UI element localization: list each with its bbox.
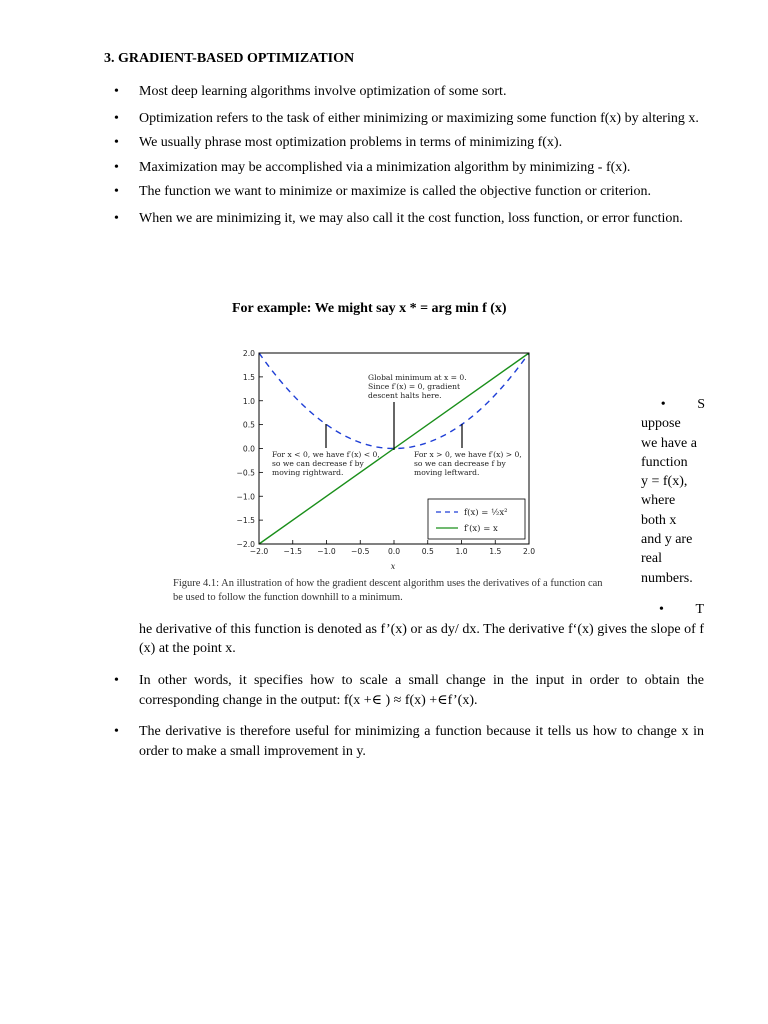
- side-text-line: real: [641, 551, 662, 567]
- annotation-left-2: so we can decrease f by: [272, 459, 364, 468]
- side-text-line: S: [697, 397, 705, 412]
- list-item: • We usually phrase most optimization problems in terms of minimizing f(x).: [112, 133, 704, 153]
- legend-label-2: f′(x) = x: [464, 524, 498, 534]
- list-item: • Most deep learning algorithms involve optimization of some sort.: [112, 82, 704, 102]
- y-tick-label: 2.0: [242, 349, 255, 358]
- y-tick-label: −1.0: [236, 492, 255, 502]
- list-item: • The derivative is therefore useful for minimizing a function because it tells us how to change x in order to make a small improvement in y.: [112, 722, 704, 761]
- list-item: • Maximization may be accomplished via a minimization algorithm by minimizing - f(x).: [112, 158, 704, 178]
- side-bullet-line: • S: [660, 397, 705, 412]
- x-tick-label: 0.0: [387, 547, 401, 556]
- y-tick-label: −1.5: [236, 516, 255, 526]
- x-tick-label: −2.0: [249, 547, 269, 556]
- x-tick-label: 0.5: [421, 547, 434, 556]
- side-text-line: numbers.: [641, 570, 693, 586]
- annotation-right-2: so we can decrease f by: [414, 459, 506, 468]
- figure-caption: Figure 4.1: An illustration of how the gradient descent algorithm uses the derivatives of a function can be used to follow the function downhill to a minimum.: [173, 578, 603, 603]
- side-text-line: y = f(x),: [641, 474, 688, 490]
- list-item: • Optimization refers to the task of either minimizing or maximizing some function f(x) by altering x.: [112, 109, 704, 129]
- side-text-line: uppose: [641, 416, 681, 432]
- y-tick-label: 1.0: [242, 396, 255, 406]
- y-tick-label: 1.5: [242, 372, 255, 382]
- x-tick-label: −0.5: [351, 547, 370, 556]
- side-paragraph: [641, 395, 705, 588]
- continued-bullet: [139, 600, 704, 659]
- annotation-left-1: For x < 0, we have f′(x) < 0,: [272, 450, 380, 459]
- side-text-line: function: [641, 454, 688, 470]
- side-text-line: we have a: [641, 435, 697, 451]
- chart-legend: [428, 499, 525, 539]
- annotation-global-2: Since f′(x) = 0, gradient: [368, 382, 461, 391]
- list-item: • The function we want to minimize or maximize is called the objective function or criterion.: [112, 182, 704, 202]
- list-item: • In other words, it specifies how to scale a small change in the input in order to obtain the corresponding change in the output: f(x +∈ ) ≈ f(x) +∈f’(x).: [112, 671, 704, 710]
- bullet-list-bottom: [112, 671, 704, 773]
- continued-bullet-letter: T: [695, 602, 704, 617]
- x-axis-label: x: [390, 562, 396, 571]
- list-item: • When we are minimizing it, we may also call it the cost function, loss function, or error function.: [112, 209, 704, 229]
- annotation-right-1: For x > 0, we have f′(x) > 0,: [414, 450, 522, 459]
- gradient-descent-figure: [170, 340, 620, 610]
- x-tick-label: 2.0: [522, 547, 536, 556]
- bullet-list-top: [112, 82, 704, 235]
- example-line: For example: We might say x * = arg min f (x): [232, 301, 507, 316]
- side-text-line: where: [641, 493, 676, 509]
- annotation-global-3: descent halts here.: [368, 391, 442, 400]
- annotation-global-1: Global minimum at x = 0.: [368, 373, 467, 382]
- y-tick-label: −2.0: [236, 540, 255, 549]
- section-heading: 3. GRADIENT-BASED OPTIMIZATION: [104, 51, 355, 66]
- x-tick-label: 1.0: [455, 547, 468, 556]
- y-tick-label: 0.0: [242, 444, 255, 454]
- side-text-line: both x: [641, 512, 677, 528]
- continued-bullet-head: • T: [659, 602, 704, 617]
- legend-label-1: f(x) = ½x²: [464, 508, 508, 518]
- x-tick-label: −1.5: [283, 547, 302, 556]
- annotation-right-3: moving leftward.: [414, 468, 480, 477]
- x-tick-label: −1.0: [317, 547, 336, 556]
- continued-bullet-text: he derivative of this function is denoted as f’(x) or as dy/ dx. The derivative f‘(x) gives the slope of f (x) at the point x.: [139, 621, 704, 656]
- y-tick-label: 0.5: [242, 420, 255, 430]
- annotation-left-3: moving rightward.: [272, 468, 344, 477]
- chart-svg: [170, 340, 620, 575]
- side-text-line: and y are: [641, 532, 693, 548]
- x-tick-label: 1.5: [489, 547, 502, 556]
- y-tick-label: −0.5: [236, 468, 255, 478]
